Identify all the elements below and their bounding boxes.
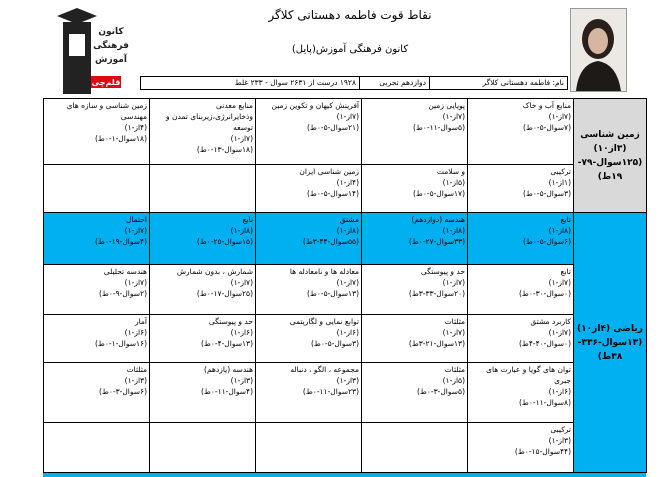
student-name: نام: فاطمه دهستانی کلاگر: [429, 77, 567, 89]
topic-cell: [44, 363, 150, 423]
topic-stats: (۲۵سوال-۱۷-۰ط): [196, 289, 253, 298]
report-header: [0, 0, 665, 98]
table-row: [44, 265, 647, 315]
topic-cell: [468, 423, 574, 473]
topic-cell: [150, 99, 256, 165]
page-subtitle: کانون فرهنگی آموزش(پایل): [291, 44, 409, 55]
topic-cell: [362, 265, 468, 315]
kanoon-logo: [55, 4, 130, 94]
topic-cell: [468, 165, 574, 213]
topic-rank: (۷از-۱): [230, 134, 253, 143]
logo-text-1: کانون: [98, 27, 124, 37]
topic-cell: [468, 265, 574, 315]
topic-cell: [362, 99, 468, 165]
topic-stats: (۵۵سوال-۴۴-۳ط): [302, 237, 359, 246]
topic-cell: [256, 265, 362, 315]
topic-cell: [44, 423, 150, 473]
topic-stats: (۱۸سوال-۱۳-۰ط): [196, 145, 253, 154]
topic-title: مجموعه ، الگو ، دنباله: [290, 365, 359, 374]
student-score: ۱۹۲۸ درست از ۲۶۳۱ سوال - ۲۳۳ غلط: [234, 78, 356, 87]
topic-stats: (۴سوال-۱۹-۰ط): [94, 237, 147, 246]
topic-stats: (۱۴سوال-۵-۰ط): [306, 189, 359, 198]
topic-rank: (۷از-۱): [336, 112, 359, 121]
student-photo: [570, 8, 627, 92]
topic-stats: (۰سوال-۴۰-۴ط): [518, 339, 571, 348]
topic-title: منابع آب و خاک: [522, 101, 571, 110]
topic-rank: (۵از-۱): [442, 376, 465, 385]
topic-rank: (۷از-۱): [336, 278, 359, 287]
topic-cell: [362, 165, 468, 213]
topic-stats: (۳سوال-۵-۰ط): [310, 339, 359, 348]
topic-title: ترکیبی: [550, 167, 571, 176]
topic-cell: [44, 165, 150, 213]
topic-cell: [468, 363, 574, 423]
topic-title: تابع: [242, 215, 253, 224]
topic-cell: [150, 315, 256, 363]
topic-cell: [256, 99, 362, 165]
topic-cell: [150, 213, 256, 265]
topic-rank: (۶از-۱): [548, 387, 571, 396]
topic-title: شمارش ، بدون شمارش: [176, 267, 253, 276]
student-grade: دوازدهم تجربی: [359, 77, 429, 89]
topic-cell: [150, 363, 256, 423]
topic-stats: (۵سوال-۱۱-۰ط): [412, 123, 465, 132]
topic-stats: (۱۳سوال-۲۱-۳ط): [408, 339, 465, 348]
topic-stats: (۱۷سوال-۵-۰ط): [412, 189, 465, 198]
logo-text-4: قلم‌چی: [91, 78, 121, 87]
topic-cell: [362, 213, 468, 265]
topic-stats: (۰سوال-۳۰-۰ط): [518, 289, 571, 298]
topic-rank: (۳از-۱): [124, 376, 147, 385]
topic-stats: (۵سوال-۳-۰ط): [416, 387, 465, 396]
topic-rank: (۷از-۱): [548, 328, 571, 337]
topic-stats: (۱۸سوال-۱-۰ط): [94, 134, 147, 143]
page-title: نقاط قوت فاطمه دهستانی کلاگر: [268, 8, 432, 22]
topic-title: توان های گویا و عبارت های جبری: [486, 365, 571, 385]
topic-rank: (۷از-۱): [548, 112, 571, 121]
topic-stats: (۳سوال-۵-۰ط): [522, 189, 571, 198]
topic-stats: (۱۳سوال-۵-۰ط): [306, 289, 359, 298]
topic-cell: [44, 315, 150, 363]
topic-cell: [256, 315, 362, 363]
topic-title: ترکیبی: [550, 425, 571, 434]
table-row: [44, 363, 647, 423]
topic-title: زمین شناسی ایران: [299, 167, 359, 176]
logo-text-3: آموزش: [95, 55, 127, 65]
topic-title: آمار: [134, 317, 147, 326]
topic-cell: [44, 99, 150, 165]
topic-title: پویایی زمین: [428, 101, 465, 110]
topic-stats: (۸سوال-۱۱-۰ط): [518, 398, 571, 407]
topic-rank: (۳از-۱): [548, 436, 571, 445]
table-row: [44, 315, 647, 363]
topic-title: احتمال: [125, 215, 147, 224]
topic-stats: (۷سوال-۵-۰ط): [522, 123, 571, 132]
topic-stats: (۳۳سوال-۲۷-۰ط): [408, 237, 465, 246]
topic-title: مثلثات: [444, 365, 465, 374]
subject-geology: زمین شناسی (۳از۱۰) (۱۲۵سوال-۷۹- ۱۹ط): [574, 99, 647, 213]
strengths-table: [43, 98, 647, 473]
topic-rank: (۷از-۱): [230, 278, 253, 287]
topic-cell: [150, 265, 256, 315]
topic-title: توابع نمایی و لگاریتمی: [289, 317, 359, 326]
topic-rank: (۸از-۱): [336, 226, 359, 235]
topic-title: معادله ها و نامعادله ها: [289, 267, 359, 276]
table-row: [44, 423, 647, 473]
topic-title: کاربرد مشتق: [530, 317, 571, 326]
topic-cell: [362, 363, 468, 423]
topic-rank: (۷از-۱): [124, 226, 147, 235]
topic-cell: [468, 213, 574, 265]
topic-rank: (۸از-۱): [442, 226, 465, 235]
topic-stats: (۲۳سوال-۱۱-۰ط): [302, 387, 359, 396]
topic-title: هندسه تحلیلی: [103, 267, 147, 276]
topic-cell: [362, 315, 468, 363]
topic-stats: (۴سوال-۱۱-۰ط): [200, 387, 253, 396]
topic-rank: (۳از-۱): [336, 376, 359, 385]
topic-title: زمین شناسی و سازه های مهندسی: [66, 101, 147, 121]
topic-cell: [256, 363, 362, 423]
topic-cell: [150, 165, 256, 213]
topic-title: تابع: [560, 215, 571, 224]
topic-title: منابع معدنی وذخایرانرژی،زیربنای تمدن و توسعه: [166, 101, 253, 132]
topic-cell: [44, 213, 150, 265]
topic-title: آفرینش کیهان و تکوین زمین: [271, 101, 359, 110]
topic-rank: (۶از-۱): [230, 328, 253, 337]
topic-title: حد و پیوستگی: [420, 267, 465, 276]
topic-rank: (۵از-۱): [442, 178, 465, 187]
topic-stats: (۶سوال-۳-۰ط): [98, 387, 147, 396]
topic-title: هندسه (یازدهم): [204, 365, 253, 374]
topic-stats: (۱۵سوال-۲۵-۰ط): [196, 237, 253, 246]
topic-rank: (۱از-۱): [548, 178, 571, 187]
topic-stats: (۲۱سوال-۵-۰ط): [306, 123, 359, 132]
topic-rank: (۳از-۱): [230, 376, 253, 385]
table-row: [44, 213, 647, 265]
topic-title: هندسه (دوازدهم): [411, 215, 465, 224]
topic-stats: (۶سوال-۵-۰ط): [522, 237, 571, 246]
table-row: [44, 99, 647, 165]
topic-rank: (۶از-۱): [336, 328, 359, 337]
topic-cell: [468, 99, 574, 165]
topic-rank: (۷از-۱): [442, 112, 465, 121]
topic-cell: [468, 315, 574, 363]
topic-title: مثلثات: [126, 365, 147, 374]
topic-cell: [256, 213, 362, 265]
topic-title: حد و پیوستگی: [208, 317, 253, 326]
topic-stats: (۲سوال-۹-۰ط): [98, 289, 147, 298]
topic-stats: (۲۰سوال-۳۳-۳ط): [408, 289, 465, 298]
topic-stats: (۴۴سوال-۱۵-۰ط): [514, 447, 571, 456]
table-row: [44, 165, 647, 213]
student-info-bar: [140, 76, 568, 90]
topic-cell: [256, 423, 362, 473]
topic-cell: [44, 265, 150, 315]
topic-title: مثلثات: [444, 317, 465, 326]
topic-rank: (۴از-۱): [124, 123, 147, 132]
bottom-blue-strip: [43, 473, 646, 477]
topic-rank: (۷از-۱): [124, 278, 147, 287]
topic-stats: (۱۳سوال-۴-۰ط): [200, 339, 253, 348]
subject-math: ریاضی (۴از۱۰) (۱۳سوال-۳۳۶- ۳۸ط): [574, 213, 647, 473]
topic-rank: (۸از-۱): [230, 226, 253, 235]
topic-stats: (۱۶سوال-۱-۰ط): [94, 339, 147, 348]
topic-title: مشتق: [339, 215, 359, 224]
topic-title: و سلامت: [436, 167, 465, 176]
topic-cell: [150, 423, 256, 473]
topic-cell: [362, 423, 468, 473]
topic-rank: (۷از-۱): [442, 278, 465, 287]
topic-title: تابع: [560, 267, 571, 276]
topic-rank: (۶از-۱): [124, 328, 147, 337]
topic-cell: [256, 165, 362, 213]
topic-rank: (۷از-۱): [548, 278, 571, 287]
logo-text-2: فرهنگی: [93, 41, 129, 51]
topic-rank: (۴از-۱): [336, 178, 359, 187]
topic-rank: (۷از-۱): [442, 328, 465, 337]
topic-rank: (۸از-۱): [548, 226, 571, 235]
